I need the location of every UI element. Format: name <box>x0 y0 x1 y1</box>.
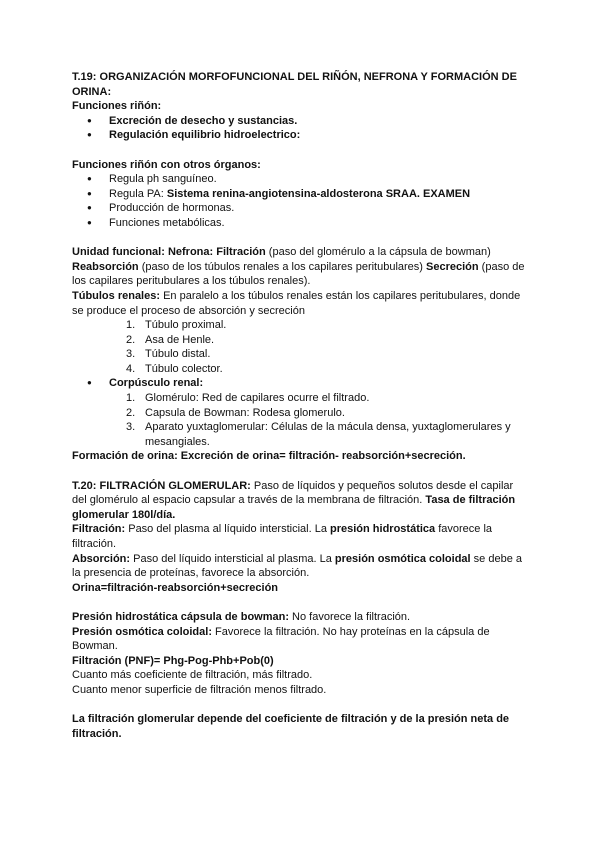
list-item: 2. Asa de Henle. <box>126 333 215 346</box>
list-item: 3. Túbulo distal. <box>126 348 211 361</box>
conclusion: La filtración glomerular depende del coeficiente de filtración y de la presión neta de filtración. <box>72 713 510 740</box>
formacion-orina: Formación de orina: Excreción de orina= filtración- reabsorción+secreción. <box>72 450 466 463</box>
t20-intro: T.20: FILTRACIÓN GLOMERULAR: Paso de líquidos y pequeños solutos desde el capilar del glomérulo al espacio capsular a través de la membrana de filtración. Tasa de filtración glomerular 180l/día. <box>72 479 516 521</box>
coeficiente-line-1: Cuanto más coeficiente de filtración, más filtrado. <box>72 669 313 682</box>
tubulos-paragraph: Túbulos renales: En paralelo a los túbulos renales están los capilares peritubulares, donde se produce el proceso de absorción y secreción <box>72 289 521 317</box>
list-item: ● Producción de hormonas. <box>72 201 530 216</box>
list-item: ● Regula ph sanguíneo. <box>72 172 530 187</box>
corpusculo-list <box>72 376 530 391</box>
list-item: ● Regula PA: Sistema renina-angiotensina-aldosterona SRAA. EXAMEN <box>72 187 530 202</box>
funciones-heading: Funciones riñón: <box>72 100 162 113</box>
list-item: 4. Túbulo colector. <box>126 362 223 375</box>
otros-heading: Funciones riñón con otros órganos: <box>72 158 261 171</box>
orina-formula: Orina=filtración-reabsorción+secreción <box>72 581 279 594</box>
list-item: ● Excreción de desecho y sustancias. <box>72 114 530 129</box>
document-body <box>72 70 530 741</box>
list-item: 1. Glomérulo: Red de capilares ocurre el filtrado. <box>126 392 370 405</box>
corpusculo-items <box>72 391 530 449</box>
list-item: ● Regulación equilibrio hidroelectrico: <box>72 128 530 143</box>
funciones-list <box>72 114 530 143</box>
list-item: 1. Túbulo proximal. <box>126 319 227 332</box>
list-item: ● Corpúsculo renal: <box>72 376 530 391</box>
list-item: ● Funciones metabólicas. <box>72 216 530 231</box>
absorcion-paragraph: Absorción: Paso del líquido intersticial al plasma. La presión osmótica coloidal se debe a la presencia de proteínas, favorece la absorción. <box>72 552 522 580</box>
t19-title: T.19: ORGANIZACIÓN MORFOFUNCIONAL DEL RIÑÓN, NEFRONA Y FORMACIÓN DE ORINA: <box>72 71 517 98</box>
tubulos-list <box>72 318 530 376</box>
presion-osmotica: Presión osmótica coloidal: Favorece la filtración. No hay proteínas en la cápsula de Bowman. <box>72 625 490 653</box>
otros-list <box>72 172 530 230</box>
list-item: 2. Capsula de Bowman: Rodesa glomerulo. <box>126 406 345 419</box>
filtracion-paragraph: Filtración: Paso del plasma al líquido intersticial. La presión hidrostática favorece la filtración. <box>72 523 493 550</box>
coeficiente-line-2: Cuanto menor superficie de filtración menos filtrado. <box>72 683 327 696</box>
pnf-formula: Filtración (PNF)= Phg-Pog-Phb+Pob(0) <box>72 654 274 667</box>
reabsorcion-paragraph: Reabsorción (paso de los túbulos renales a los capilares peritubulares) Secreción (paso de los capilares peritubulares a los túbulos renales). <box>72 260 525 288</box>
presion-hidrostatica: Presión hidrostática cápsula de bowman: No favorece la filtración. <box>72 610 411 623</box>
unidad-funcional: Unidad funcional: Nefrona: Filtración (paso del glomérulo a la cápsula de bowman) <box>72 246 491 259</box>
list-item: 3. Aparato yuxtaglomerular: Células de la mácula densa, yuxtaglomerulares y mesangiales. <box>126 421 511 448</box>
